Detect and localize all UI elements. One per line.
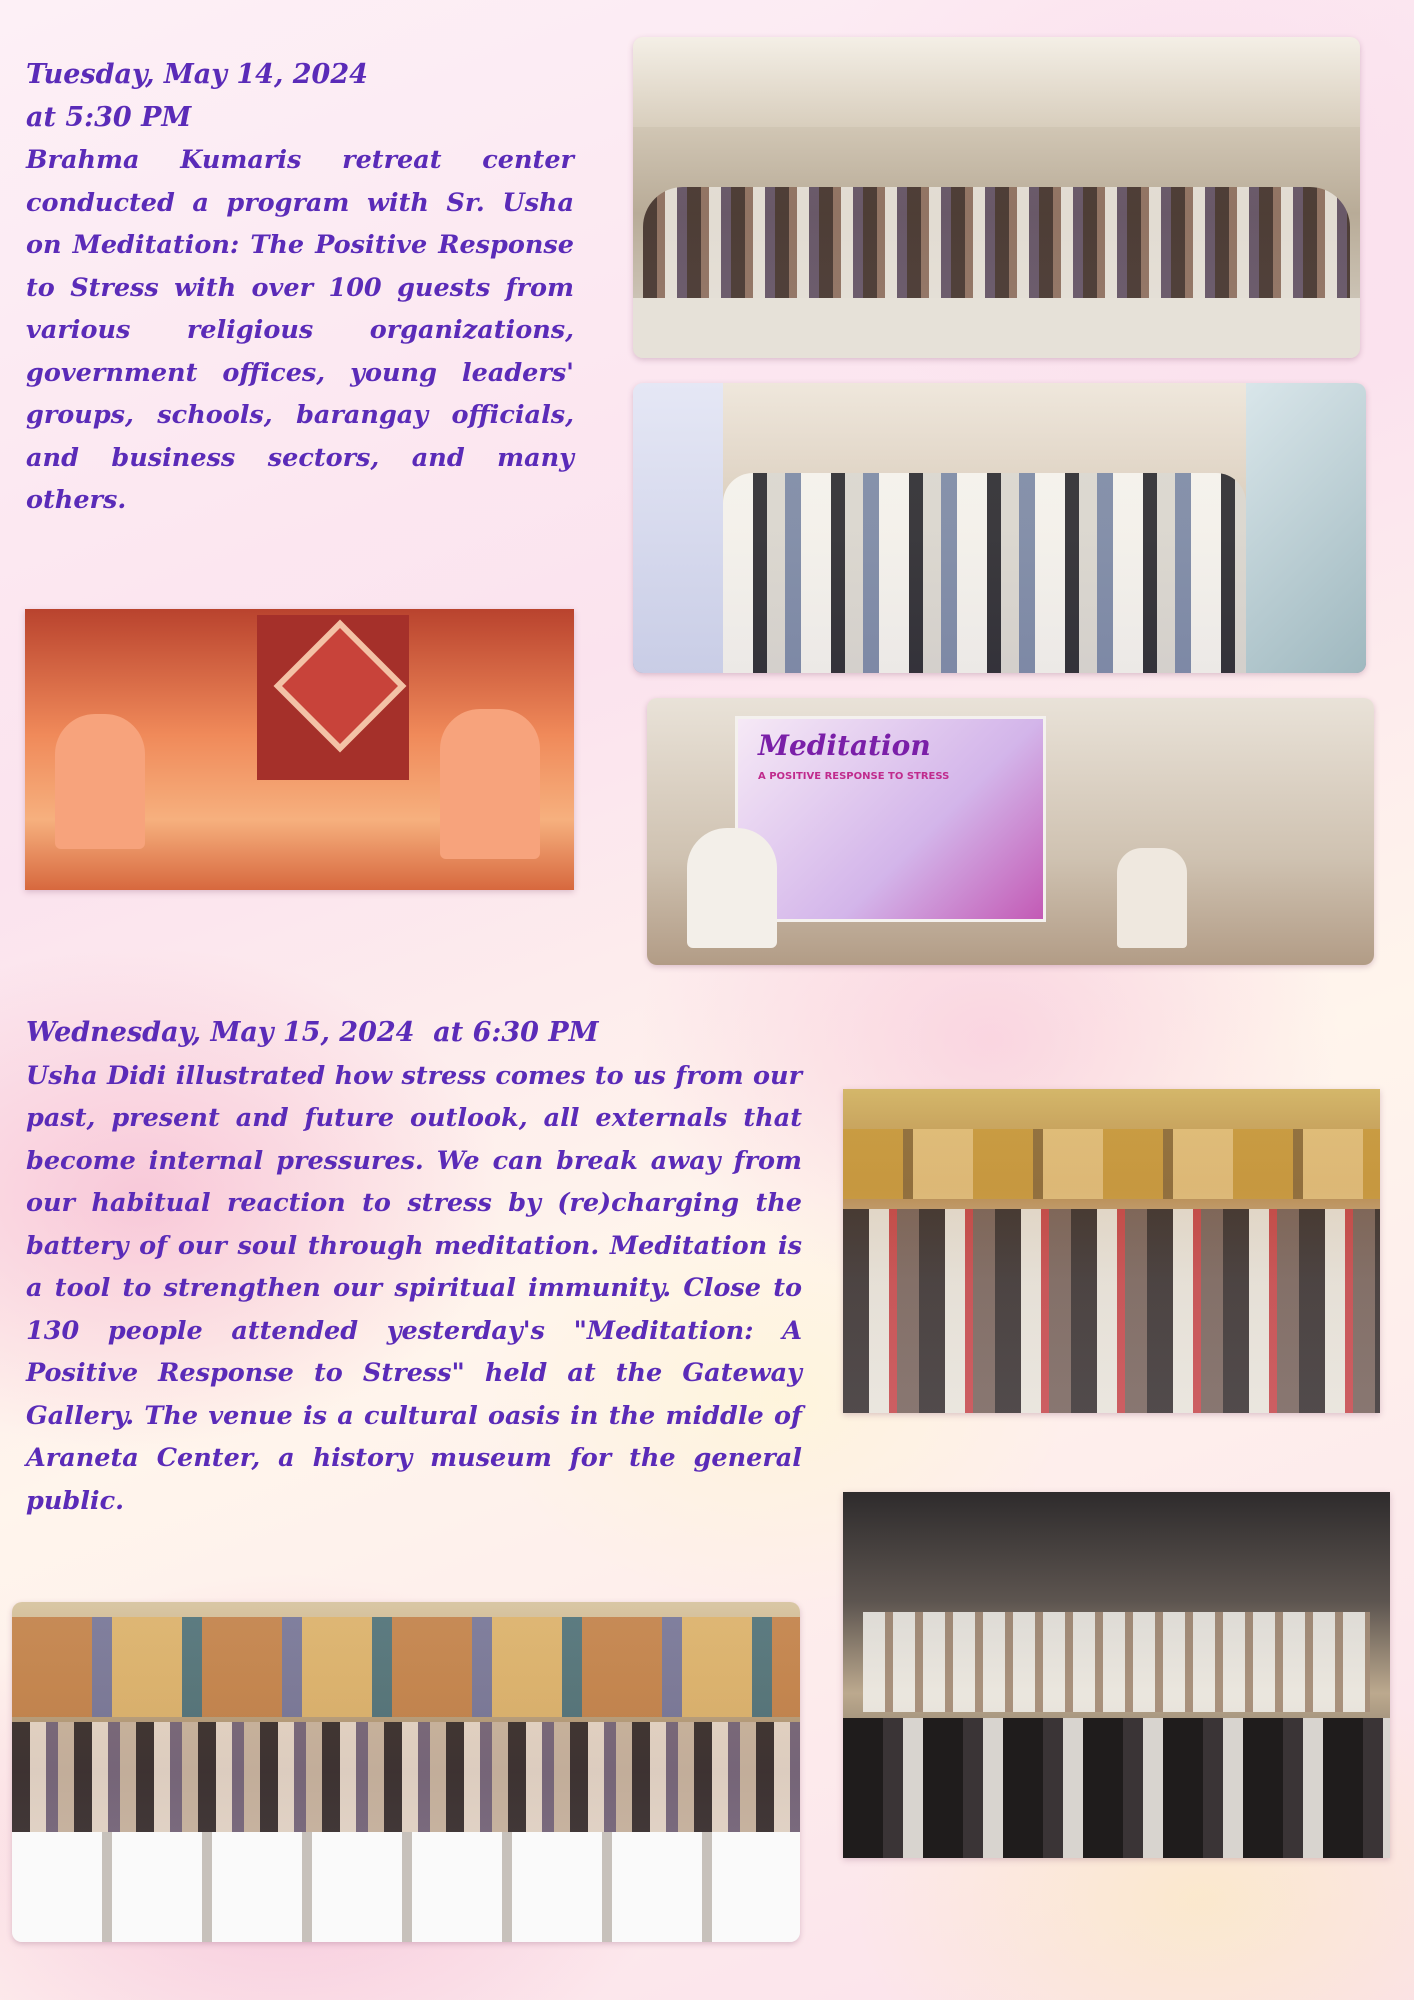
event1-date-heading: Tuesday, May 14, 2024 [26,59,368,90]
photo-group-indoor [633,383,1366,673]
photo-hall-audience [843,1492,1390,1858]
photo-presentation-screen [647,698,1374,965]
photo-stage-meditation [25,609,574,890]
event2-date-heading: Wednesday, May 15, 2024 at 6:30 PM [26,1017,599,1048]
photo-large-audience [12,1602,800,1942]
photo-auditorium-group [633,37,1360,358]
event1-time-heading: at 5:30 PM [26,101,192,133]
presentation-slide [735,716,1046,922]
event2-text-block [26,1012,802,1522]
slide-title: Meditation [758,729,931,762]
event1-text-block [26,54,574,522]
photo-gallery-gathering [843,1089,1380,1413]
slide-subtitle: A POSITIVE RESPONSE TO STRESS [758,771,950,782]
event1-description: Brahma Kumaris retreat center conducted a program with Sr. Usha on Meditation: The Positive Response to Stress with over 100 guests from various religious organizations, government offices, young leaders' groups, schools, barangay officials, and business sectors, and many others. [26,145,574,515]
event2-description: Usha Didi illustrated how stress comes to us from our past, present and future outlook, all externals that become internal pressures. We can break away from our habitual reaction to stress by (re)charging the battery of our soul through meditation. Meditation is a tool to strengthen our spiritual immunity. Close to 130 people attended yesterday's "Meditation: A Positive Response to Stress" held at the Gateway Gallery. The venue is a cultural oasis in the middle of Araneta Center, a history museum for the general public. [26,1060,802,1516]
